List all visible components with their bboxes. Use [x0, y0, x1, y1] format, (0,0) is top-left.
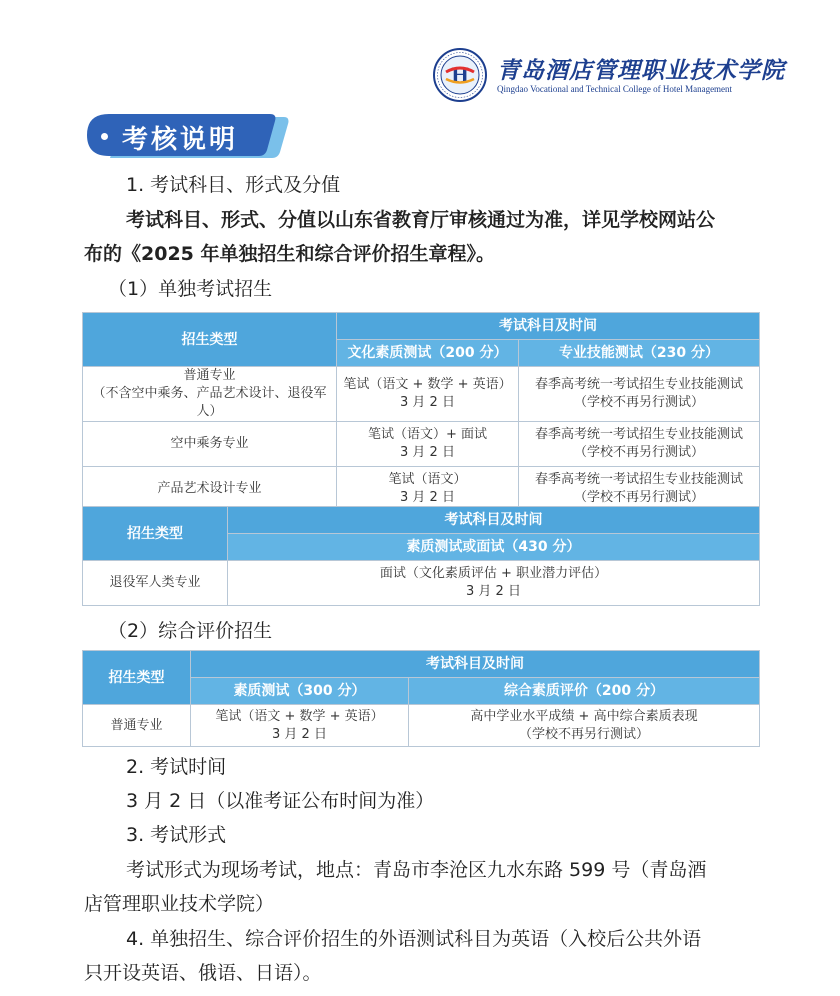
item3-body-line2: 店管理职业技术学院）	[84, 893, 275, 915]
table3-row1-col2: 高中学业水平成绩 + 高中综合素质表现 （学校不再另行测试）	[409, 705, 760, 747]
item2-heading: 2. 考试时间	[126, 756, 227, 778]
sub2-heading: （2）综合评价招生	[108, 620, 273, 642]
item4-body-line1: 4. 单独招生、综合评价招生的外语测试科目为英语（入校后公共外语	[126, 928, 702, 950]
item1-body-line2: 布的《2025 年单独招生和综合评价招生章程》。	[84, 243, 495, 265]
table3-header-group: 考试科目及时间	[191, 651, 760, 678]
item1-heading: 1. 考试科目、形式及分值	[126, 174, 341, 196]
table3-header-type: 招生类型	[83, 651, 191, 705]
table-single-exam	[82, 312, 760, 512]
table2-header-type: 招生类型	[83, 507, 228, 561]
school-name-cn: 青岛酒店管理职业技术学院	[497, 57, 785, 84]
section-title: 考核说明	[122, 125, 239, 155]
table2-header-group: 考试科目及时间	[228, 507, 760, 534]
table3-row1-col1: 笔试（语文 + 数学 + 英语） 3 月 2 日	[191, 705, 409, 747]
table1-row1-col2: 春季高考统一考试招生专业技能测试 （学校不再另行测试）	[519, 367, 760, 422]
table-comprehensive-eval	[82, 650, 760, 747]
table-row	[83, 422, 760, 467]
table-row	[83, 367, 760, 422]
item1-body-line1: 考试科目、形式、分值以山东省教育厅审核通过为准，详见学校网站公	[126, 209, 716, 231]
sub1-heading: （1）单独考试招生	[108, 278, 273, 300]
table2-header-col1: 素质测试或面试（430 分）	[228, 534, 760, 561]
bullet-dot-icon	[101, 133, 108, 140]
school-logo	[433, 48, 785, 104]
table2-row1-col1: 面试（文化素质评估 + 职业潜力评估） 3 月 2 日	[228, 561, 760, 606]
table1-row3-col1: 笔试（语文） 3 月 2 日	[337, 467, 519, 512]
table-row	[83, 705, 760, 747]
table-row	[83, 467, 760, 512]
school-name-en: Qingdao Vocational and Technical College of Hotel Management	[497, 84, 733, 94]
table1-row2-col1: 笔试（语文）+ 面试 3 月 2 日	[337, 422, 519, 467]
item2-body: 3 月 2 日（以准考证公布时间为准）	[126, 790, 435, 812]
table1-row1-col1: 笔试（语文 + 数学 + 英语） 3 月 2 日	[337, 367, 519, 422]
table2-row1-type: 退役军人类专业	[83, 561, 228, 606]
table1-row2-type: 空中乘务专业	[83, 422, 337, 467]
svg-text:H: H	[451, 62, 469, 87]
table-veteran-exam	[82, 506, 760, 606]
item3-body-line1: 考试形式为现场考试，地点：青岛市李沧区九水东路 599 号（青岛酒	[126, 859, 707, 881]
table1-row1-type: 普通专业 （不含空中乘务、产品艺术设计、退役军人）	[83, 367, 337, 422]
table-row	[83, 561, 760, 606]
school-seal-icon	[433, 48, 487, 102]
table1-header-col2: 专业技能测试（230 分）	[519, 340, 760, 367]
table3-row1-type: 普通专业	[83, 705, 191, 747]
table1-row3-col2: 春季高考统一考试招生专业技能测试 （学校不再另行测试）	[519, 467, 760, 512]
table1-header-type: 招生类型	[83, 313, 337, 367]
table1-row3-type: 产品艺术设计专业	[83, 467, 337, 512]
item3-heading: 3. 考试形式	[126, 824, 227, 846]
item4-body-line2: 只开设英语、俄语、日语）。	[84, 962, 322, 984]
table3-header-col2: 综合素质评价（200 分）	[409, 678, 760, 705]
table1-header-col1: 文化素质测试（200 分）	[337, 340, 519, 367]
table1-header-group: 考试科目及时间	[337, 313, 760, 340]
table1-row2-col2: 春季高考统一考试招生专业技能测试 （学校不再另行测试）	[519, 422, 760, 467]
table3-header-col1: 素质测试（300 分）	[191, 678, 409, 705]
